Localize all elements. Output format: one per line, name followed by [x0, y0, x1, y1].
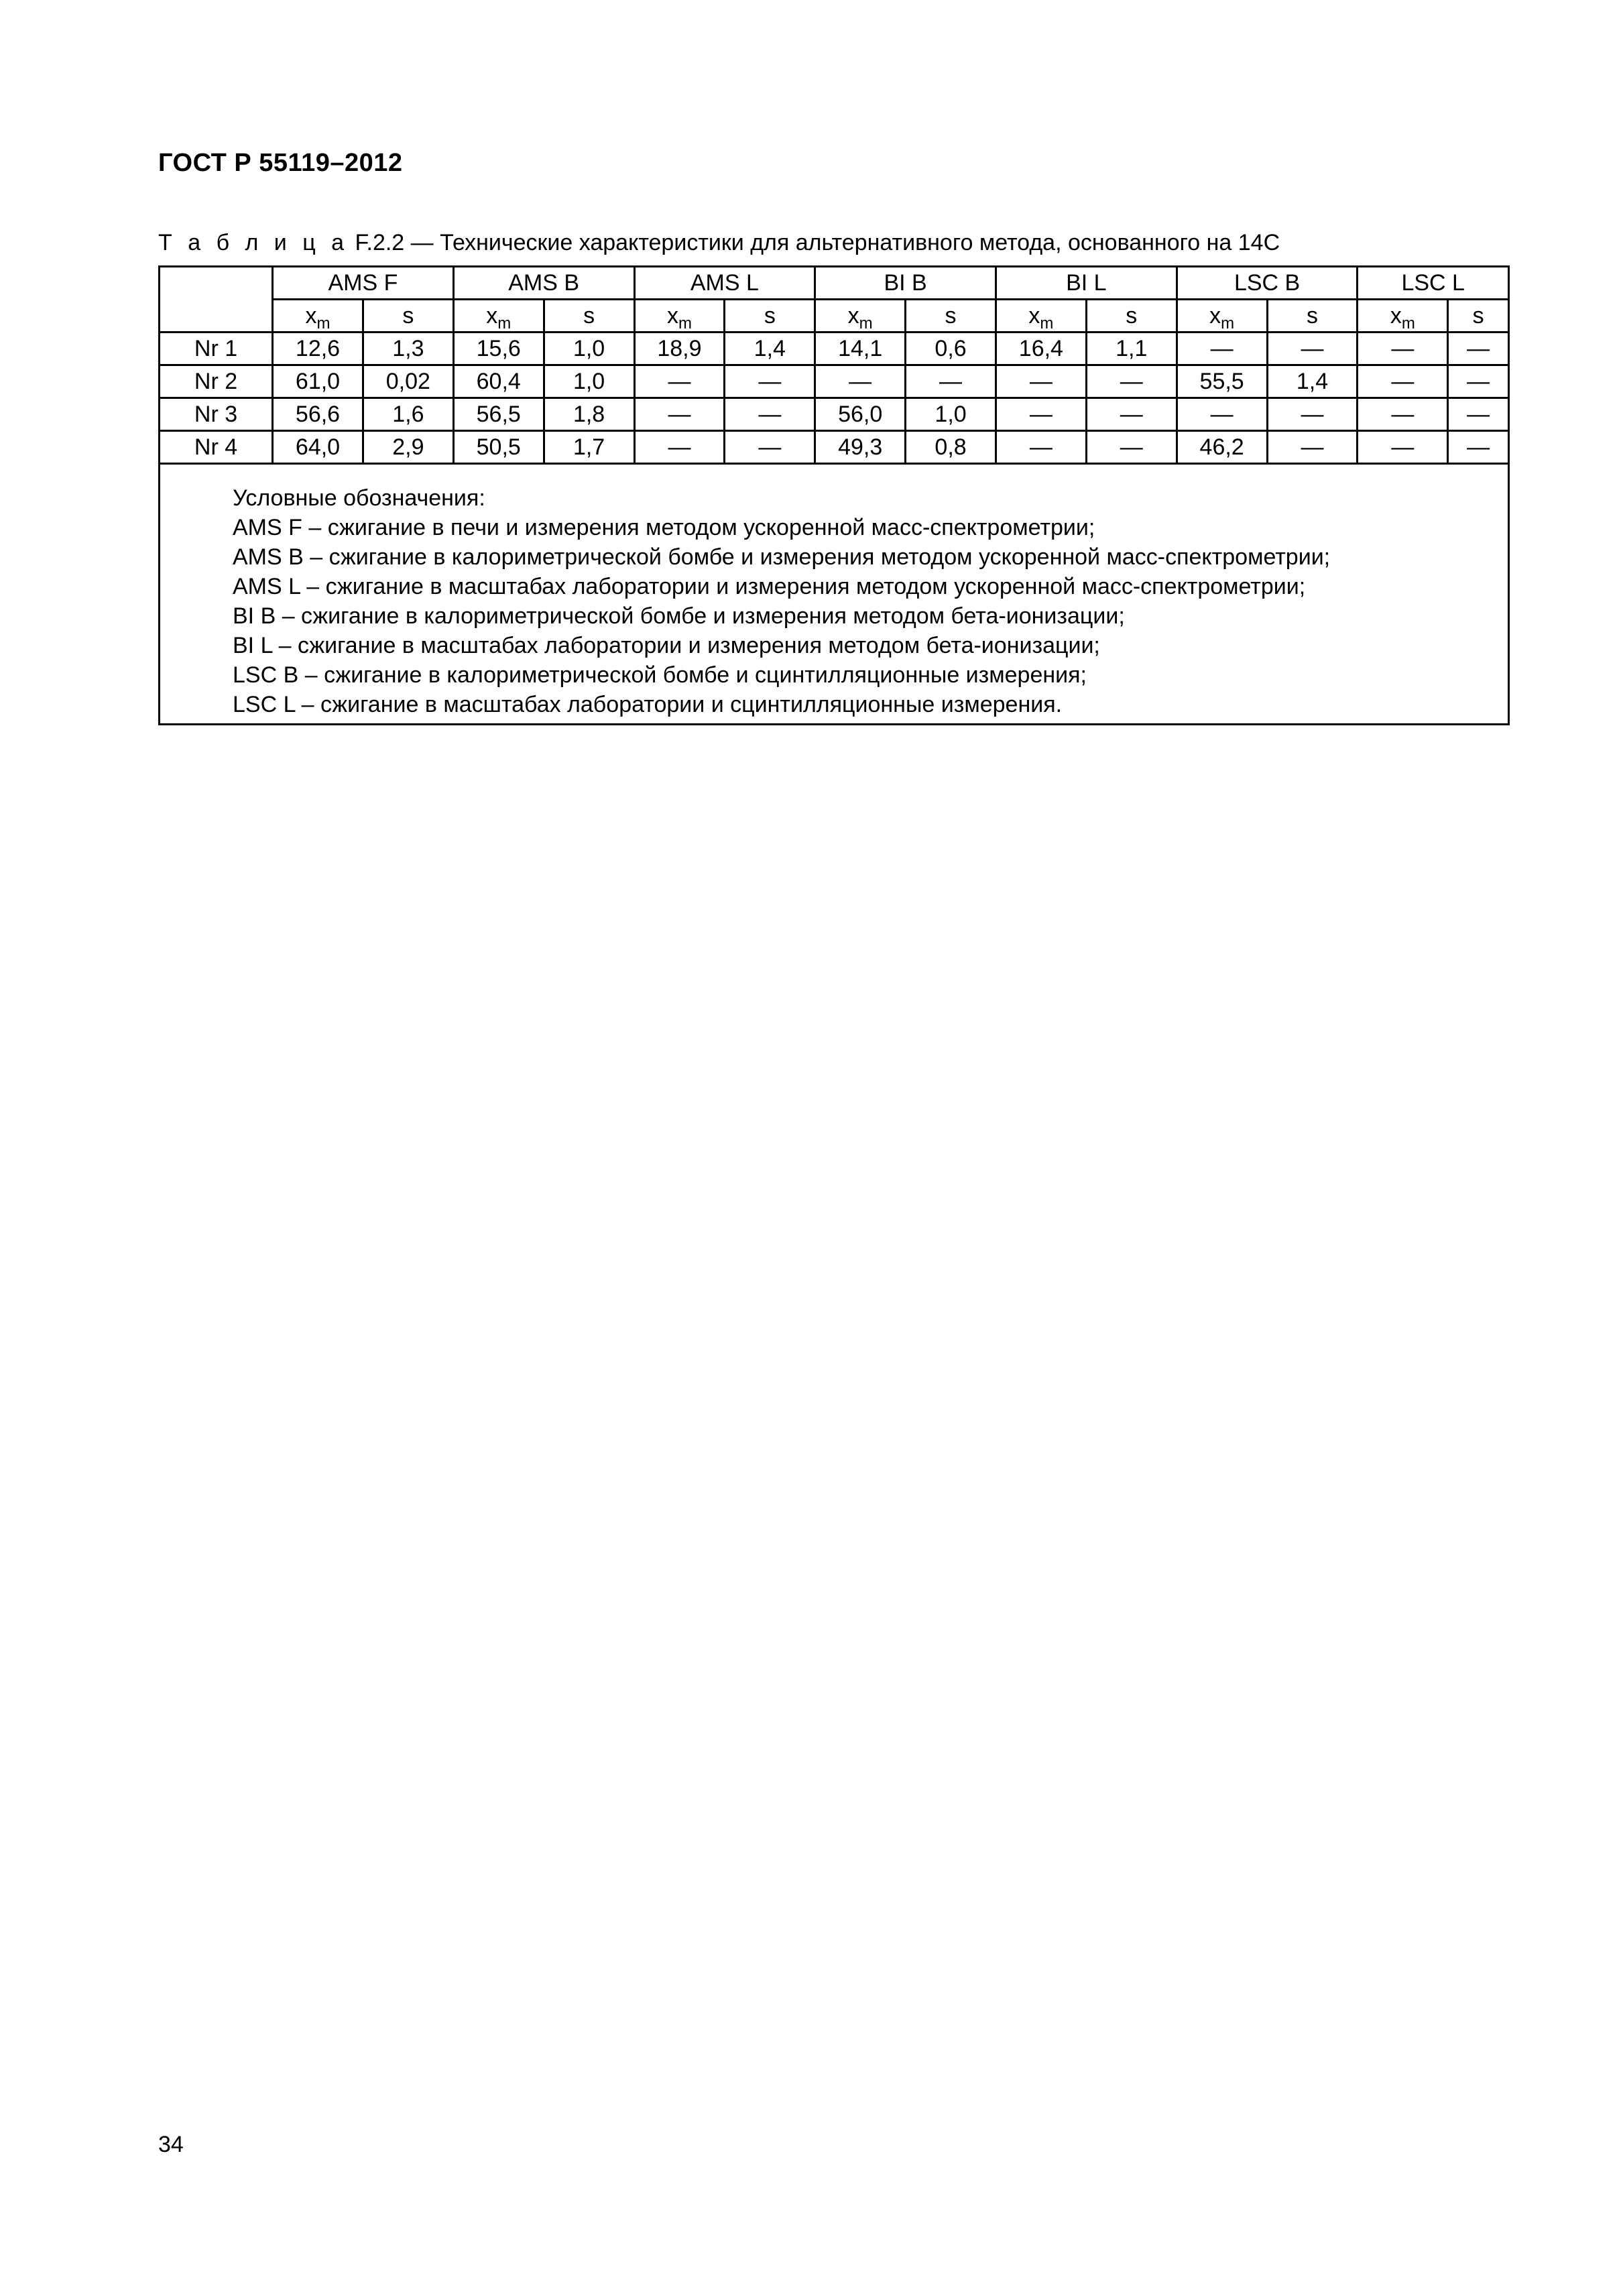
sub-header-s: s [906, 300, 996, 333]
table-cell: — [1177, 333, 1267, 365]
table-cell: 1,1 [1086, 333, 1177, 365]
table-cell: — [906, 365, 996, 398]
note-line: BI B – сжигание в калориметрической бомбе и измерения методом бета-ионизации; [233, 603, 1125, 629]
table-cell: — [1448, 398, 1509, 431]
header-row-subcolumns [160, 300, 1509, 333]
table-cell: 55,5 [1177, 365, 1267, 398]
table-cell: 14,1 [815, 333, 906, 365]
row-label: Nr 3 [160, 398, 273, 431]
row-label: Nr 4 [160, 431, 273, 464]
group-header: AMS B [453, 267, 634, 300]
table-cell: — [996, 431, 1086, 464]
sub-header-x [1358, 300, 1448, 333]
sub-header-x [1177, 300, 1267, 333]
group-header: LSC L [1358, 267, 1509, 300]
notes-row [160, 464, 1509, 725]
sub-header-x [634, 300, 725, 333]
table-cell: — [1358, 333, 1448, 365]
table-cell: 16,4 [996, 333, 1086, 365]
table-cell: — [1086, 365, 1177, 398]
sub-header-x [815, 300, 906, 333]
sub-header-s: s [725, 300, 815, 333]
sub-header-x-index: m [1040, 314, 1054, 333]
characteristics-table [158, 265, 1510, 725]
sub-header-x [996, 300, 1086, 333]
table-cell: — [1086, 431, 1177, 464]
table-cell: — [1448, 431, 1509, 464]
note-line: LSC L – сжигание в масштабах лаборатории и сцинтилляционные измерения. [233, 692, 1063, 717]
sub-header-x-symbol: x [486, 303, 498, 328]
table-cell: 0,02 [363, 365, 453, 398]
row-label: Nr 2 [160, 365, 273, 398]
note-line: LSC B – сжигание в калориметрической бомбе и сцинтилляционные измерения; [233, 662, 1087, 688]
table-cell: 1,0 [544, 365, 634, 398]
group-header: BI L [996, 267, 1177, 300]
table-cell: — [996, 365, 1086, 398]
table-cell: 15,6 [453, 333, 544, 365]
table-cell: 1,4 [725, 333, 815, 365]
table-cell: 1,8 [544, 398, 634, 431]
table-cell: 64,0 [273, 431, 363, 464]
table-cell: — [1086, 398, 1177, 431]
table-cell: — [1358, 431, 1448, 464]
page-number: 34 [158, 2132, 184, 2157]
sub-header-s: s [1448, 300, 1509, 333]
table-cell: 18,9 [634, 333, 725, 365]
table-cell: 1,0 [906, 398, 996, 431]
table-cell: — [1358, 365, 1448, 398]
table-cell: — [1267, 398, 1358, 431]
table-cell: — [1448, 333, 1509, 365]
table-cell: 61,0 [273, 365, 363, 398]
table-cell: 0,8 [906, 431, 996, 464]
table-cell: — [1267, 431, 1358, 464]
sub-header-s: s [544, 300, 634, 333]
sub-header-s: s [363, 300, 453, 333]
table-cell: — [1177, 398, 1267, 431]
sub-header-x [453, 300, 544, 333]
table-cell: 56,0 [815, 398, 906, 431]
table-cell: — [634, 365, 725, 398]
table-row [160, 365, 1509, 398]
header-row-groups [160, 267, 1509, 300]
note-line: AMS F – сжигание в печи и измерения методом ускоренной масс-спектрометрии; [233, 515, 1095, 540]
table-cell: 0,6 [906, 333, 996, 365]
table-cell: 1,0 [544, 333, 634, 365]
table-cell: — [815, 365, 906, 398]
table-row [160, 431, 1509, 464]
table-cell: — [1448, 365, 1509, 398]
note-line: BI L – сжигание в масштабах лаборатории и измерения методом бета-ионизации; [233, 633, 1100, 658]
sub-header-x-index: m [316, 314, 330, 333]
table-cell: — [725, 365, 815, 398]
sub-header-x-index: m [497, 314, 512, 333]
table-cell: 50,5 [453, 431, 544, 464]
table-cell: — [634, 431, 725, 464]
sub-header-x-symbol: x [1028, 303, 1040, 328]
sub-header-x [273, 300, 363, 333]
table-cell: 1,7 [544, 431, 634, 464]
table-cell: 56,6 [273, 398, 363, 431]
table-cell: 49,3 [815, 431, 906, 464]
table-cell: 46,2 [1177, 431, 1267, 464]
sub-header-s: s [1267, 300, 1358, 333]
table-cell: 1,4 [1267, 365, 1358, 398]
table-caption-prefix: Т а б л и ц а [158, 230, 349, 255]
notes-cell [160, 464, 1509, 725]
group-header: LSC B [1177, 267, 1358, 300]
table-row [160, 333, 1509, 365]
table-cell: — [634, 398, 725, 431]
sub-header-x-index: m [1401, 314, 1415, 333]
sub-header-x-symbol: x [847, 303, 859, 328]
table-cell: — [1267, 333, 1358, 365]
sub-header-s: s [1086, 300, 1177, 333]
table-cell: 1,3 [363, 333, 453, 365]
note-line: Условные обозначения: [233, 485, 485, 511]
sub-header-x-symbol: x [1390, 303, 1402, 328]
group-header: BI B [815, 267, 996, 300]
table-cell: 12,6 [273, 333, 363, 365]
table-cell: 60,4 [453, 365, 544, 398]
sub-header-x-index: m [678, 314, 692, 333]
table-body [160, 267, 1509, 725]
row-label: Nr 1 [160, 333, 273, 365]
group-header: AMS L [634, 267, 815, 300]
group-header: AMS F [273, 267, 454, 300]
table-cell: 1,6 [363, 398, 453, 431]
sub-header-x-symbol: x [1209, 303, 1221, 328]
table-cell: — [996, 398, 1086, 431]
table-cell: — [1358, 398, 1448, 431]
corner-cell [160, 267, 273, 333]
document-header: ГОСТ Р 55119–2012 [158, 149, 403, 177]
table-caption-text: F.2.2 — Технические характеристики для альтернативного метода, основанного на 14С [349, 230, 1280, 255]
table-cell: 56,5 [453, 398, 544, 431]
table-cell: — [725, 398, 815, 431]
note-line: AMS L – сжигание в масштабах лаборатории и измерения методом ускоренной масс-спектрометрии; [233, 574, 1306, 599]
sub-header-x-index: m [859, 314, 873, 333]
note-line: AMS B – сжигание в калориметрической бомбе и измерения методом ускоренной масс-спектрометрии; [233, 544, 1331, 570]
table-caption [158, 230, 1280, 256]
table-row [160, 398, 1509, 431]
table-cell: — [725, 431, 815, 464]
sub-header-x-symbol: x [305, 303, 317, 328]
sub-header-x-symbol: x [666, 303, 678, 328]
table-cell: 2,9 [363, 431, 453, 464]
sub-header-x-index: m [1221, 314, 1235, 333]
